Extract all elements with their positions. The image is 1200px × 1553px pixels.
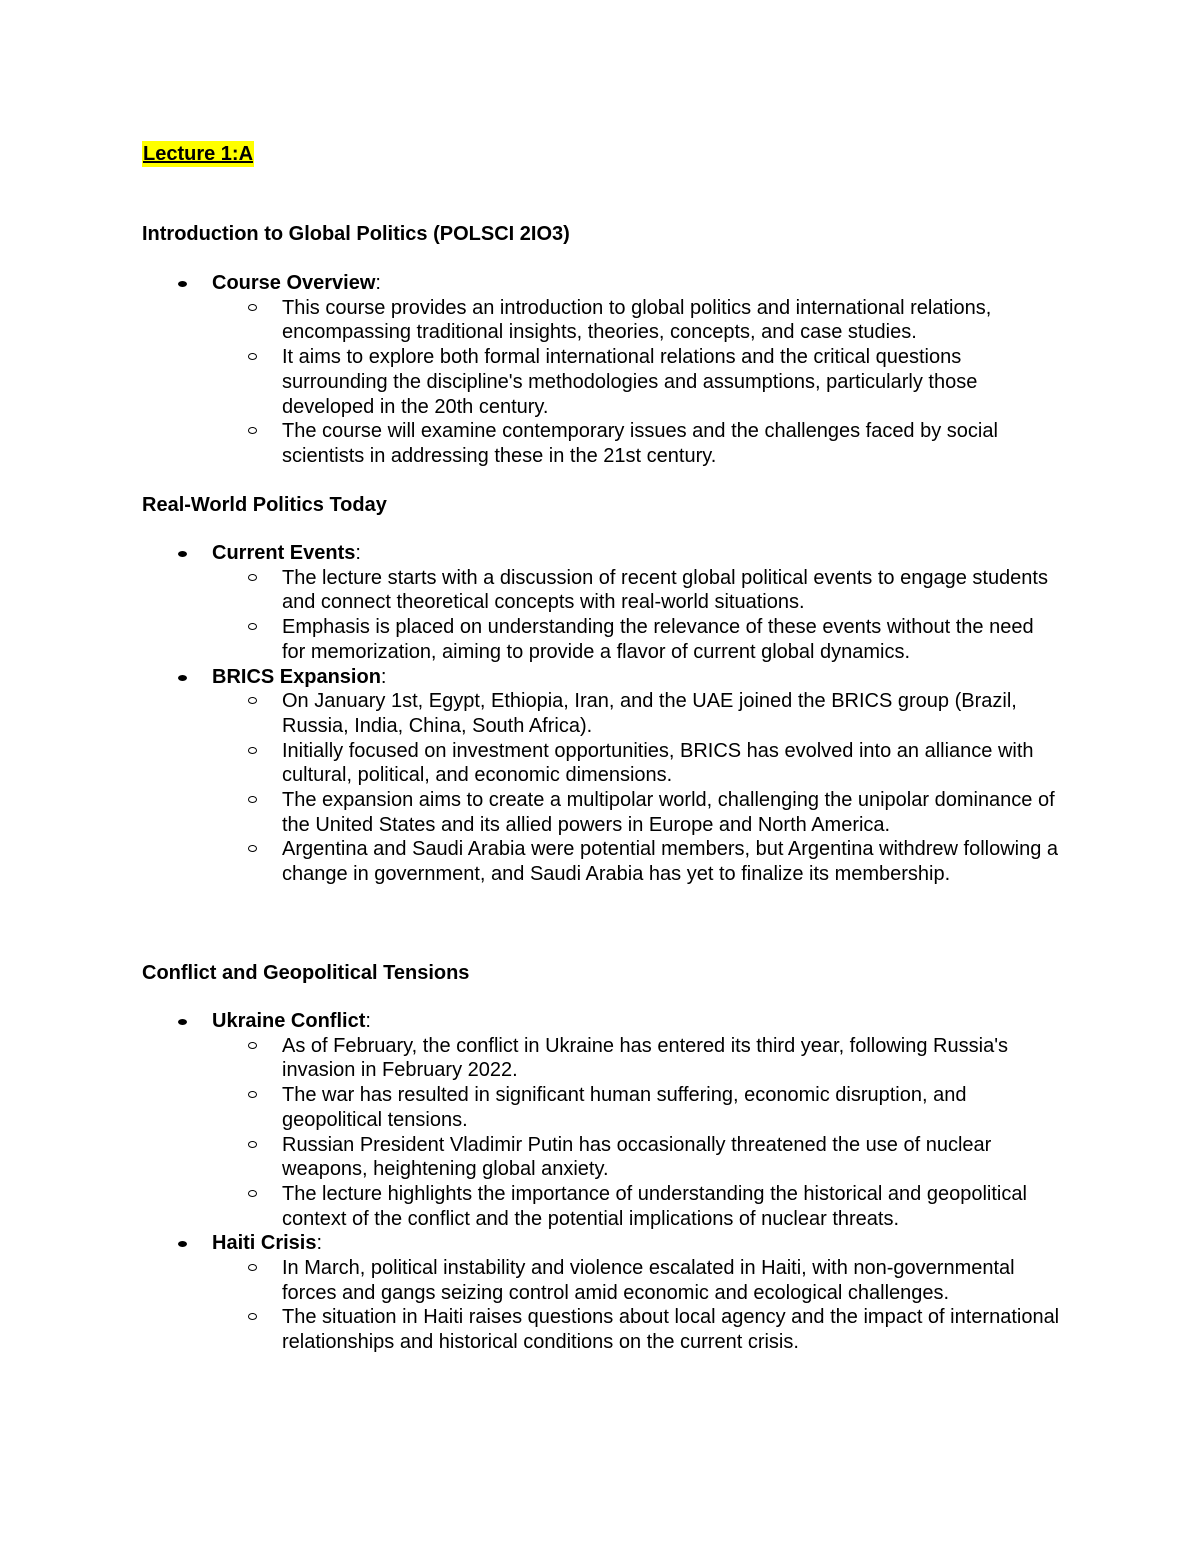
sub-list	[212, 1256, 1200, 1355]
hollow-bullet-icon	[248, 1091, 257, 1098]
hollow-bullet-icon	[248, 1042, 257, 1049]
filled-bullet-icon	[178, 281, 187, 287]
hollow-bullet-icon	[248, 304, 257, 311]
hollow-bullet-icon	[248, 353, 257, 360]
filled-bullet-icon	[178, 675, 187, 681]
list-item: Haiti Crisis: In March, political instability and violence escalated in Haiti, with non-governmental forces and gangs seizing control amid economic and ecological challenges. The situation in Haiti raises questions about local agency and the impact of international relationships and historical conditions on the current crisis.	[0, 1231, 1200, 1355]
sub-list-item	[0, 1256, 1062, 1305]
sub-list-item	[0, 788, 1062, 837]
sub-item-text: The course will examine contemporary issues and the challenges faced by social scientists in addressing these in the 21st century.	[282, 420, 998, 467]
sub-item-text: This course provides an introduction to global politics and international relations, encompassing traditional insights, theories, concepts, and case studies.	[282, 296, 992, 344]
sub-item-text: Argentina and Saudi Arabia were potential members, but Argentina withdrew following a change in government, and Saudi Arabia has yet to finalize its membership.	[282, 838, 1059, 886]
sub-item-text: Emphasis is placed on understanding the relevance of these events without the need for memorization, aiming to provide a flavor of current global dynamics.	[282, 616, 1034, 663]
sub-item-text: The lecture highlights the importance of understanding the historical and geopolitical context of the conflict and the potential implications of nuclear threats.	[282, 1182, 1027, 1230]
sub-list-item	[0, 1305, 1062, 1354]
list-item: Ukraine Conflict: As of February, the conflict in Ukraine has entered its third year, following Russia's invasion in February 2022. The war has resulted in significant human suffering, economic disruption, and geopolitical tensions. Russian President Vladimir Putin has occasionally threatened the use of nuclear weapons, heightening global anxiety. The lecture highlights the importance of understanding the historical and geopolitical context of the conflict and the potential implications of nuclear threats.	[0, 1009, 1200, 1231]
item-label: Course Overview	[212, 272, 376, 294]
hollow-bullet-icon	[248, 796, 257, 803]
hollow-bullet-icon	[248, 1141, 257, 1148]
sub-list-item	[0, 1034, 1062, 1083]
sub-list-item	[0, 1133, 1062, 1182]
hollow-bullet-icon	[248, 623, 257, 630]
sub-item-text: The situation in Haiti raises questions about local agency and the impact of international relationships and historical conditions on the current crisis.	[282, 1306, 1060, 1354]
list-item: Course Overview: This course provides an introduction to global politics and international relations, encompassing traditional insights, theories, concepts, and case studies. It aims to explore both formal international relations and the critical questions surrounding the discipline's methodologies and assumptions, particularly those developed in the 20th century. The course will examine contemporary issues and the challenges faced by social scientists in addressing these in the 21st century.	[0, 271, 1200, 469]
section-heading: Introduction to Global Politics (POLSCI 2IO3)	[142, 223, 570, 245]
bullet-list	[0, 1009, 1200, 1355]
sub-list	[212, 296, 1200, 469]
item-label: BRICS Expansion	[212, 665, 381, 688]
hollow-bullet-icon	[248, 1264, 257, 1271]
section-heading: Real-World Politics Today	[142, 494, 387, 516]
sub-item-text: The expansion aims to create a multipolar world, challenging the unipolar dominance of the United States and its allied powers in Europe and North America.	[282, 789, 1055, 836]
lecture-title: Lecture 1:A	[143, 143, 254, 165]
list-item: BRICS Expansion: On January 1st, Egypt, Ethiopia, Iran, and the UAE joined the BRICS group (Brazil, Russia, India, China, South Africa). Initially focused on investment opportunities, BRICS has evolved into an alliance with cultural, political, and economic dimensions. The expansion aims to create a multipolar world, challenging the unipolar dominance of the United States and its allied powers in Europe and North America. Argentina and Saudi Arabia were potential members, but Argentina withdrew following a change in government, and Saudi Arabia has yet to finalize its membership.	[0, 665, 1200, 887]
sub-list-item	[0, 566, 1062, 615]
filled-bullet-icon	[178, 551, 187, 557]
sub-list	[212, 689, 1200, 887]
sub-list	[212, 1034, 1200, 1232]
sub-item-text: The war has resulted in significant human suffering, economic disruption, and geopolitical tensions.	[282, 1084, 967, 1131]
hollow-bullet-icon	[248, 845, 257, 852]
section-heading: Conflict and Geopolitical Tensions	[142, 962, 470, 984]
sub-item-text: The lecture starts with a discussion of recent global political events to engage students and connect theoretical concepts with real-world situations.	[282, 566, 1048, 614]
list-item: Current Events: The lecture starts with a discussion of recent global political events to engage students and connect theoretical concepts with real-world situations. Emphasis is placed on understanding the relevance of these events without the need for memorization, aiming to provide a flavor of current global dynamics.	[0, 541, 1200, 665]
hollow-bullet-icon	[248, 574, 257, 581]
sub-item-text: Russian President Vladimir Putin has occasionally threatened the use of nuclear weapons, heightening global anxiety.	[282, 1133, 992, 1181]
item-label: Current Events	[212, 542, 356, 564]
sub-list-item	[0, 615, 1062, 664]
sub-item-text: Initially focused on investment opportunities, BRICS has evolved into an alliance with cultural, political, and economic dimensions.	[282, 739, 1034, 787]
sub-list-item	[0, 689, 1062, 738]
bullet-list	[0, 541, 1200, 887]
sub-list-item	[0, 419, 1062, 468]
filled-bullet-icon	[178, 1019, 187, 1025]
sub-list-item	[0, 296, 1062, 345]
sub-list-item	[0, 1083, 1062, 1132]
item-label: Haiti Crisis	[212, 1232, 317, 1255]
hollow-bullet-icon	[248, 427, 257, 434]
filled-bullet-icon	[178, 1241, 187, 1247]
item-label: Ukraine Conflict	[212, 1010, 366, 1032]
sub-list	[212, 566, 1200, 665]
bullet-list	[0, 271, 1200, 469]
sub-item-text: In March, political instability and violence escalated in Haiti, with non-governmental forces and gangs seizing control amid economic and ecological challenges.	[282, 1257, 1015, 1304]
sub-list-item	[0, 837, 1062, 886]
hollow-bullet-icon	[248, 697, 257, 704]
sub-item-text: It aims to explore both formal international relations and the critical questions surrounding the discipline's methodologies and assumptions, particularly those developed in the 20th century.	[282, 346, 978, 418]
sub-list-item	[0, 739, 1062, 788]
hollow-bullet-icon	[248, 1190, 257, 1197]
sub-item-text: On January 1st, Egypt, Ethiopia, Iran, and the UAE joined the BRICS group (Brazil, Russia, India, China, South Africa).	[282, 690, 1017, 737]
sub-item-text: As of February, the conflict in Ukraine has entered its third year, following Russia's invasion in February 2022.	[282, 1034, 1009, 1082]
hollow-bullet-icon	[248, 1313, 257, 1320]
hollow-bullet-icon	[248, 747, 257, 754]
sub-list-item	[0, 1182, 1062, 1231]
sub-list-item	[0, 345, 1062, 419]
